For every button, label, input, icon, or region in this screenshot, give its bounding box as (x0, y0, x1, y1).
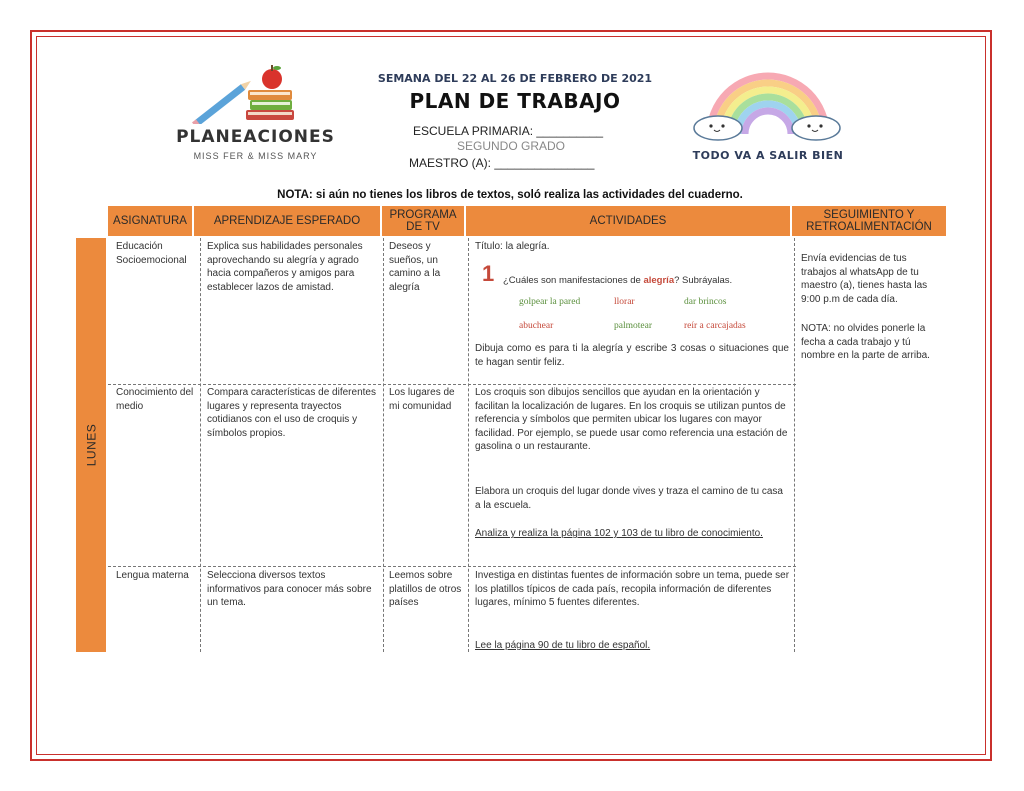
question-text: ¿Cuáles son manifestaciones de alegría? Subráyalas. (503, 275, 733, 286)
row-divider (108, 566, 796, 567)
day-label: LUNES (84, 423, 99, 467)
grid-line (383, 238, 384, 652)
question-number: 1 (482, 261, 495, 286)
teacher-field: MAESTRO (A): _______________ (409, 156, 595, 170)
row2-activity-p2: Elabora un croquis del lugar donde vives y traza el camino de tu casa a la escuela. (475, 486, 783, 511)
logo-name: PLANEACIONES (176, 127, 335, 147)
header-learning: APRENDIZAJE ESPERADO (194, 206, 382, 236)
day-column (76, 238, 106, 652)
emotion-option: dar brincos (684, 297, 727, 307)
grade-label: SEGUNDO GRADO (457, 139, 566, 153)
rainbow-caption: TODO VA A SALIR BIEN (692, 149, 844, 162)
books-apple-icon (168, 62, 343, 124)
emotion-option: abuchear (519, 321, 554, 331)
row3-subject: Lengua materna (116, 570, 189, 581)
row1-tv-program: Deseos y sueños, un camino a la alegría (389, 241, 441, 293)
row2-activity-p1: Los croquis son dibujos sencillos que ayudan en la orientación y facilitan la localización de lugares. En los croquis se utilizan puntos de referencia y símbolos que permiten ubicar los lugares con mayor facilidad. Por ejemplo, se puede usar como referencia una estación de gasolina o un restaurante. (475, 387, 788, 452)
emotion-option: palmotear (614, 321, 652, 331)
header-tv-program: PROGRAMA DE TV (382, 206, 466, 236)
grid-line (468, 238, 469, 652)
row1-activity-text: Dibuja como es para ti la alegría y escribe 3 cosas o situaciones que te hagan sentir feliz. (475, 343, 789, 368)
header-block (370, 72, 660, 113)
row2-learning: Compara características de diferentes lugares y representa trayectos cotidianos con el uso de croquis y símbolos propios. (207, 387, 376, 439)
header-activities: ACTIVIDADES (466, 206, 792, 236)
rainbow-icon (688, 56, 848, 146)
books-note: NOTA: si aún no tienes los libros de textos, soló realiza las actividades del cuaderno. (277, 189, 743, 201)
row2-activity-p3: Analiza y realiza la página 102 y 103 de tu libro de conocimiento. (475, 528, 763, 539)
table-header (108, 206, 946, 236)
row3-tv-program: Leemos sobre platillos de otros países (389, 570, 462, 608)
school-field: ESCUELA PRIMARIA: __________ (413, 124, 604, 138)
emotion-option: llorar (614, 297, 635, 307)
grid-line (794, 238, 795, 652)
row3-activity-p2: Lee la página 90 de tu libro de español. (475, 640, 651, 651)
row-divider (108, 384, 796, 385)
emotion-option: golpear la pared (519, 297, 581, 307)
followup-note: NOTA: no olvides ponerle la fecha a cada trabajo y tú nombre en la parte de arriba. (801, 323, 930, 361)
row2-tv-program: Los lugares de mi comunidad (389, 387, 455, 412)
planeaciones-logo (168, 62, 343, 167)
row3-learning: Selecciona diversos textos informativos para conocer más sobre un tema. (207, 570, 372, 608)
week-range: SEMANA DEL 22 AL 26 DE FEBRERO DE 2021 (377, 72, 653, 85)
emotion-option: reír a carcajadas (684, 321, 746, 331)
row1-activity-title: Título: la alegría. (475, 241, 550, 252)
logo-subtitle: MISS FER & MISS MARY (193, 151, 318, 161)
row1-learning: Explica sus habilidades personales aprovechando su alegría y agrado hacia compañeros y amigos para establecer lazos de amistad. (207, 241, 363, 293)
header-subject: ASIGNATURA (108, 206, 194, 236)
page-title: PLAN DE TRABAJO (409, 89, 621, 113)
grid-line (200, 238, 201, 652)
row2-subject: Conocimiento del medio (116, 387, 194, 412)
row3-activity-p1: Investiga en distintas fuentes de información sobre un tema, puede ser los platillos típicos de cada país, recopila información de diferentes lugares, mínimo 5 fuentes diferentes. (475, 570, 790, 608)
followup-evidence: Envía evidencias de tus trabajos al whatsApp de tu maestro (a), tienes hasta las 9:00 p.m de cada día. (801, 253, 928, 305)
rainbow-graphic (688, 56, 848, 166)
header-followup: SEGUIMIENTO Y RETROALIMENTACIÓN (792, 206, 946, 236)
row1-subject: Educación Socioemocional (116, 241, 187, 266)
